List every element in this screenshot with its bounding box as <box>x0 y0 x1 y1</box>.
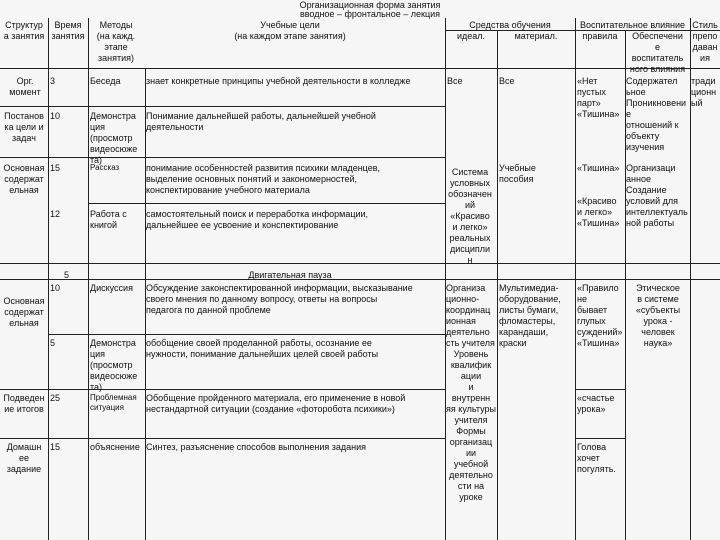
rule-h-row2 <box>0 157 445 158</box>
row3-ideal: Система условных обозначен ий «Красиво и легко» реальных дисципли н <box>448 167 492 265</box>
row6-stage: Основная содержат ельная <box>3 296 45 328</box>
row9-method: объяснение <box>90 442 140 452</box>
row8-time: 25 <box>50 393 61 403</box>
header-material: материал. <box>514 31 558 41</box>
row3-time: 15 <box>50 163 61 173</box>
row8-stage: Подведен ие итогов <box>3 393 45 414</box>
form-subtitle: вводное – фронтальное – лекция <box>299 9 441 19</box>
row7-ideal: Уровень квалифик ации и внутренн яя культуры учителя Формы организац ии учебной деятельно сти на уроке <box>446 349 496 502</box>
header-time: Время занятия <box>51 20 85 41</box>
row2-goal: Понимание дальнейшей работы, дальнейшей учебной деятельности <box>146 111 376 132</box>
rule-h-row8 <box>0 438 445 439</box>
rule-v-material <box>575 18 576 540</box>
row6-ensure: Этическое в системе «субъекты урока - человек наука» <box>635 283 681 348</box>
row7-goal: обобщение своей проделанной работы, осознание ее нужности, понимание дальнейших целей своей работы <box>146 338 379 359</box>
row9-rules: Голова хочет погулять. <box>577 442 616 474</box>
row9-time: 15 <box>50 442 61 452</box>
row2-stage: Постанов ка цели и задач <box>4 111 44 143</box>
rule-h-row6 <box>48 334 445 335</box>
row1-style: тради ционн ый <box>691 76 717 108</box>
row3-stage: Основная содержат ельная <box>3 163 45 195</box>
row7-time: 5 <box>50 338 56 348</box>
header-upbringing: Воспитательное влияние <box>579 20 686 30</box>
rule-v-goals <box>445 18 446 540</box>
row1-rules: «Нет пустых парт» «Тишина» <box>577 76 620 119</box>
row6-material: Мультимедиа- оборудование, листы бумаги, фломастеры, карандаши, краски <box>499 283 561 348</box>
row2-time: 10 <box>50 111 61 121</box>
row8-goal: Обобщение пройденного материала, его применение в новой нестандартной ситуации (создание «фоторобота психики») <box>146 393 406 414</box>
header-structure: Структур а занятия <box>3 20 45 41</box>
header-methods: Методы (на кажд. этапе занятия) <box>96 20 136 63</box>
row2-method: Демонстра ция (просмотр видеосюже та) <box>90 111 138 165</box>
header-goals: Учебные цели (на каждом этапе занятия) <box>234 20 346 41</box>
row6-time: 10 <box>50 283 61 293</box>
row6-goal: Обсуждение законспектированной информации, высказывание своего мнения по данному вопросу, ответы на вопросы педагога по данной проблеме <box>146 283 413 315</box>
header-style: Стиль <box>692 20 718 30</box>
row1-goal: знает конкретные принципы учебной деятельности в колледже <box>146 76 411 86</box>
rule-h-row4 <box>0 263 720 264</box>
row4-time: 12 <box>50 209 61 219</box>
row1-ideal: Все <box>447 76 463 86</box>
rule-v-methods <box>145 68 146 540</box>
row1-time: 3 <box>50 76 56 86</box>
row3-ensure: Организаци анное Создание условий для интеллектуаль ной работы <box>626 163 688 228</box>
row4-goal: самостоятельный поиск и переработка информации, дальнейшее ее усвоение и конспектирование <box>146 209 369 230</box>
row3-rules: «Тишина» «Красиво и легко» «Тишина» <box>577 163 620 228</box>
row3-goal: понимание особенностей развития психики младенцев, выделение основных понятий и закономерностей, конспектирование учебного материала <box>146 163 381 195</box>
header-style-sub: препо даван ия <box>692 31 718 63</box>
rule-v-rules <box>625 30 626 540</box>
row6-ideal: Организа ционно- координац ионная деятельно сть учителя <box>446 283 495 348</box>
rule-h-row1 <box>0 106 445 107</box>
rule-h-means-split <box>445 30 720 31</box>
rule-h-row3 <box>88 203 445 204</box>
row8-method: Проблемная ситуация <box>90 393 137 412</box>
rule-v-ensure <box>690 18 691 540</box>
row6-rules: «Правило не бывает глупых суждений» «Тишина» <box>577 283 623 348</box>
row5-goal: Двигательная пауза <box>248 270 332 280</box>
row7-method: Демонстра ция (просмотр видеосюже та) <box>90 338 138 392</box>
rule-h-row8-rules <box>575 438 625 439</box>
row3-material: Учебные пособия <box>499 163 536 184</box>
rule-h-row5 <box>0 279 720 280</box>
header-means: Средства обучения <box>469 20 551 30</box>
rule-v-ideal <box>497 30 498 540</box>
row8-rules: «счастье урока» <box>577 393 615 414</box>
row1-stage: Орг. момент <box>9 76 41 97</box>
row1-material: Все <box>499 76 515 86</box>
rule-h-row7 <box>0 389 445 390</box>
row1-ensure: Содержател ьное Проникновени е отношений к объекту изучения <box>626 76 687 152</box>
row9-goal: Синтез, разъяснение способов выполнения задания <box>146 442 366 452</box>
rule-h-header-bottom <box>0 68 720 69</box>
header-ensure: Обеспечени е воспитатель ного влияния <box>629 31 686 74</box>
rule-v-time <box>88 18 89 540</box>
row1-method: Беседа <box>90 76 121 86</box>
row3-method: Рассказ <box>90 163 120 172</box>
form-title: Организационная форма занятия <box>299 0 441 10</box>
rule-v-structure <box>48 18 49 540</box>
rule-h-row7-rules <box>575 389 625 390</box>
row6-method: Дискуссия <box>90 283 133 293</box>
header-rules: правила <box>582 31 618 41</box>
row4-method: Работа с книгой <box>90 209 127 230</box>
row5-time: 5 <box>64 270 70 280</box>
header-ideal: идеал. <box>456 31 486 41</box>
row9-stage: Домашн ее задание <box>6 442 42 474</box>
